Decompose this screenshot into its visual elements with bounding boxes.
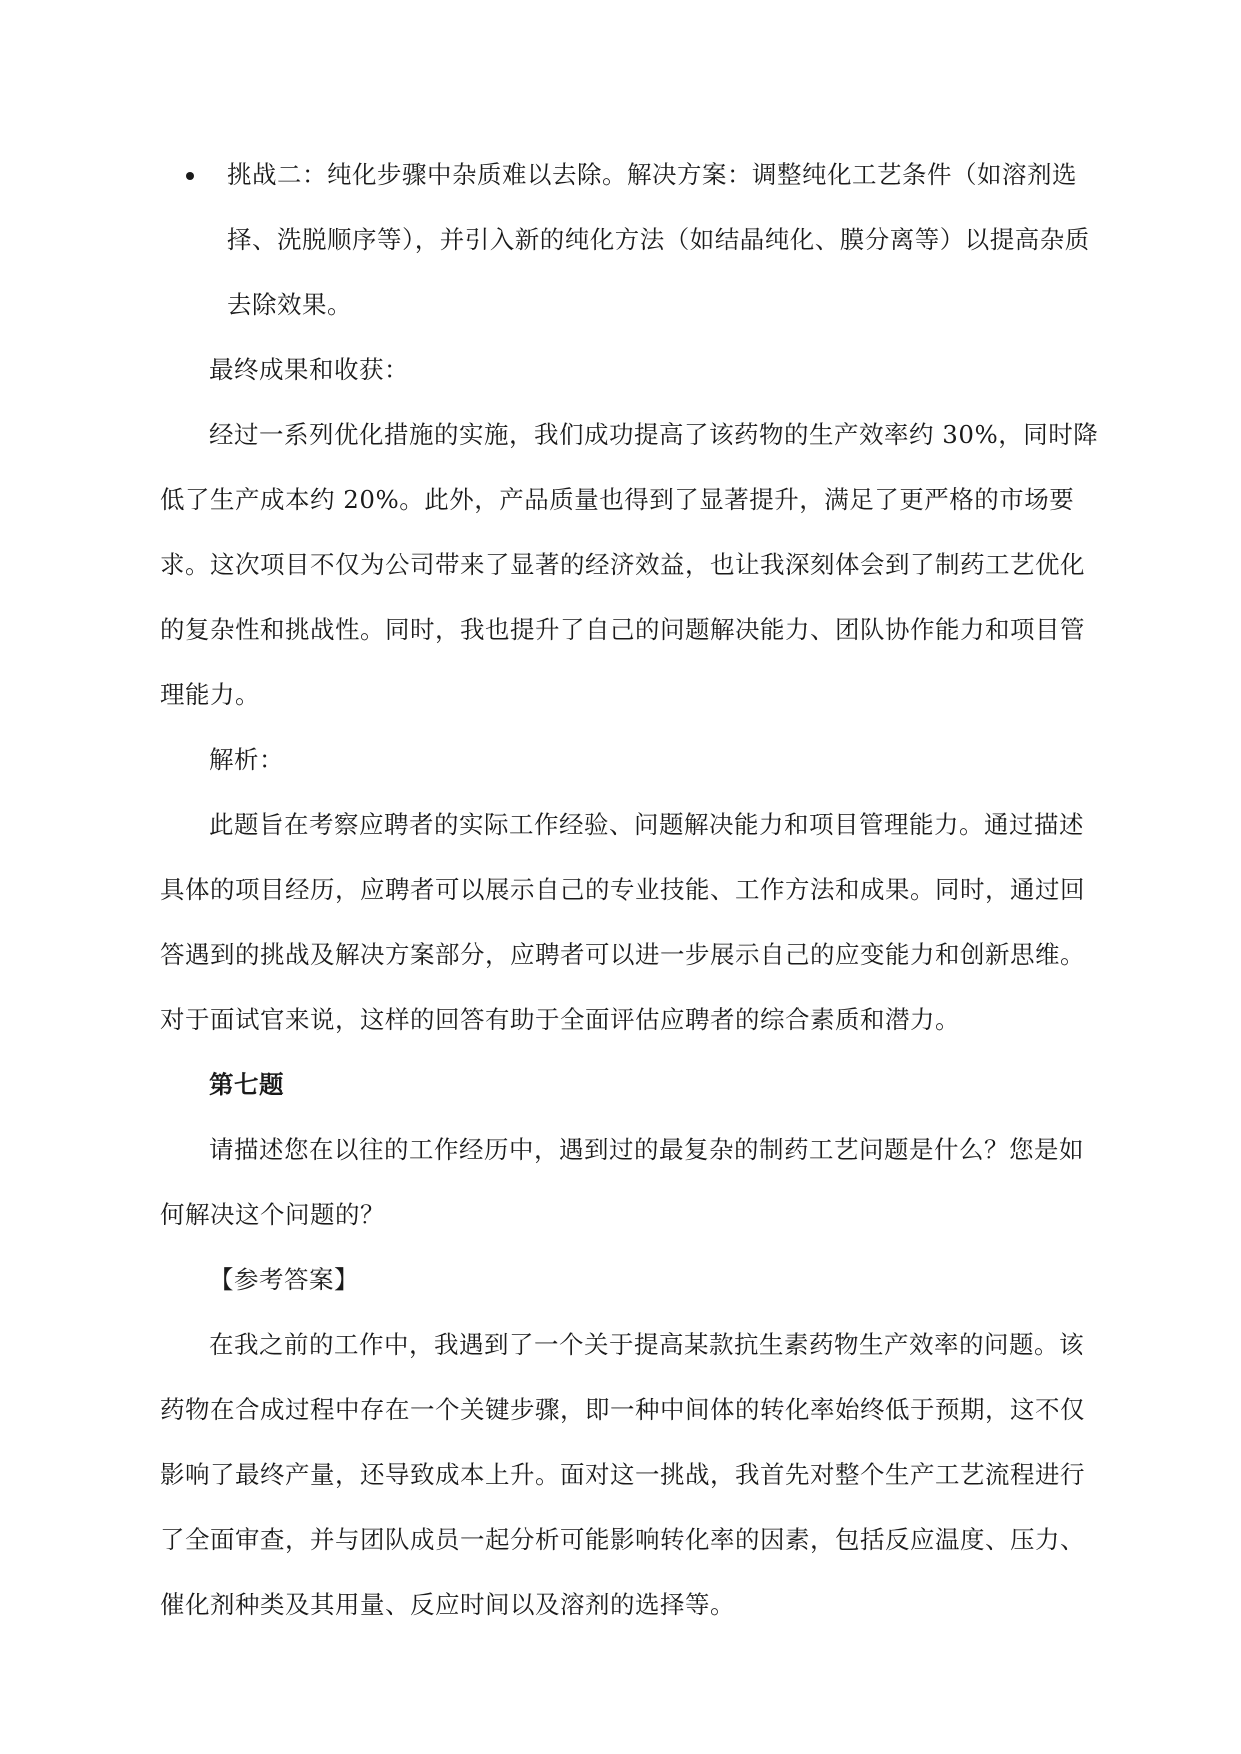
reference-answer-label: 【参考答案】 — [209, 1265, 359, 1294]
bullet-item — [160, 142, 1100, 337]
paragraph-results: 经过一系列优化措施的实施，我们成功提高了该药物的生产效率约 30%，同时降低了生产成本约 20%。此外，产品质量也得到了显著提升，满足了更严格的市场要求。这次项目不仅为公司带来了显著的经济效益，也让我深刻体会到了制药工艺优化的复杂性和挑战性。同时，我也提升了自己的问题解决能力、团队协作能力和项目管理能力。 — [160, 420, 1099, 709]
paragraph-analysis-heading: 解析： — [209, 745, 284, 774]
paragraph-analysis: 此题旨在考察应聘者的实际工作经验、问题解决能力和项目管理能力。通过描述具体的项目经历，应聘者可以展示自己的专业技能、工作方法和成果。同时，通过回答遇到的挑战及解决方案部分，应聘者可以进一步展示自己的应变能力和创新思维。对于面试官来说，这样的回答有助于全面评估应聘者的综合素质和潜力。 — [160, 810, 1085, 1034]
question-text: 请描述您在以往的工作经历中，遇到过的最复杂的制药工艺问题是什么？您是如何解决这个问题的？ — [160, 1135, 1084, 1229]
bullet-text: 挑战二：纯化步骤中杂质难以去除。解决方案：调整纯化工艺条件（如溶剂选择、洗脱顺序等），并引入新的纯化方法（如结晶纯化、膜分离等）以提高杂质去除效果。 — [227, 160, 1090, 319]
paragraph-results-heading: 最终成果和收获： — [209, 355, 409, 384]
body-text — [160, 337, 1100, 1637]
reference-answer: 在我之前的工作中，我遇到了一个关于提高某款抗生素药物生产效率的问题。该药物在合成过程中存在一个关键步骤，即一种中间体的转化率始终低于预期，这不仅影响了最终产量，还导致成本上升。面对这一挑战，我首先对整个生产工艺流程进行了全面审查，并与团队成员一起分析可能影响转化率的因素，包括反应温度、压力、催化剂种类及其用量、反应时间以及溶剂的选择等。 — [160, 1330, 1085, 1619]
question-title: 第七题 — [209, 1070, 284, 1099]
bullet-icon — [186, 172, 194, 180]
